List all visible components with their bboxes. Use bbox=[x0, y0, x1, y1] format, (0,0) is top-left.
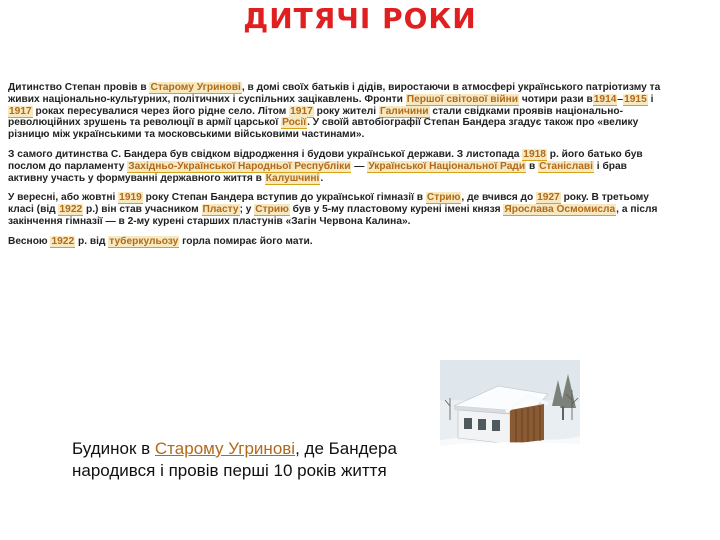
link-plast[interactable]: Пласту bbox=[202, 204, 239, 216]
link-1922[interactable]: 1922 bbox=[59, 204, 83, 216]
link-1919[interactable]: 1919 bbox=[119, 192, 142, 204]
link-1915[interactable]: 1915 bbox=[624, 93, 647, 105]
link-national-council[interactable]: Української Національної Ради bbox=[368, 160, 526, 172]
link-zunr[interactable]: Західньо-Української Народньої Республіки bbox=[128, 160, 351, 172]
page-title: ДИТЯЧІ РОКИ bbox=[243, 2, 477, 35]
link-staryi-uhryniv[interactable]: Старому Угринові bbox=[150, 82, 241, 93]
paragraph-state: З самого дитинства С. Бандера був свідком відродження і будови української держави. З листопада 1918 р. його батько був послом до парламенту Західньо-Української Народньої Республіки — Української Національної Ради в Станіславі і брав активну участь у формуванні державного життя в Калушчині. bbox=[8, 148, 643, 184]
link-kalushchyna[interactable]: Калушчині bbox=[265, 172, 320, 184]
link-stanislaviv[interactable]: Станіславі bbox=[539, 160, 593, 172]
paragraph-gymnasium: У вересні, або жовтні 1919 року Степан Бандера вступив до української гімназії в Стрию, де вчився до 1927 року. В третьому класі (від 1922 р.) він став учасником Пласту; у Стрию був у 5-му пластовому курені імені князя Ярослава Осмомисла, а після закінчення гімназії — в 2-му курені старших пластунів «Загін Червона Калина». bbox=[8, 192, 658, 227]
link-1927[interactable]: 1927 bbox=[537, 192, 560, 204]
photo-caption: Будинок в Старому Угринові, де Бандера народився і провів перші 10 років життя bbox=[72, 439, 397, 480]
link-1918[interactable]: 1918 bbox=[523, 148, 546, 160]
link-stryi-2[interactable]: Стрию bbox=[255, 204, 289, 216]
link-first-world-war[interactable]: Першої світової війни bbox=[406, 93, 519, 105]
link-1914[interactable]: 1914 bbox=[593, 93, 617, 105]
link-halychyna[interactable]: Галичини bbox=[379, 105, 429, 117]
paragraph-mother: Весною 1922 р. від туберкульозу горла помирає його мати. bbox=[8, 235, 313, 247]
link-1917[interactable]: 1917 bbox=[9, 105, 32, 117]
main-text bbox=[8, 82, 668, 256]
link-1917-summer[interactable]: 1917 bbox=[290, 105, 313, 117]
link-tuberculosis[interactable]: туберкульозу bbox=[109, 235, 179, 247]
link-1922-spring[interactable]: 1922 bbox=[51, 235, 75, 247]
caption-link-staryi-uhryniv[interactable]: Старому Угринові bbox=[154, 439, 296, 458]
house-in-snow-photo bbox=[440, 360, 580, 470]
paragraph-childhood: Дитинство Степан провів в Старому Угринові, в домі своїх батьків і дідів, виростаючи в атмосфері українського патріотизму та живих національно-культурних, політичних і суспільних зацікавлень. Фронти Першої світової війни чотири рази в1914–1915 і 1917 роках пересувалися через його рідне село. Літом 1917 року жителі Галичини стали свідками проявів національно-революційних зрушень та революції в армії царської Росії. У своїй автобіографії Степан Бандера згадує також про «велику різницю між українськими та московськими військовими частинами». bbox=[8, 82, 661, 141]
link-russia[interactable]: Росії bbox=[282, 117, 307, 129]
link-yaroslav-osmomysl[interactable]: Ярослава Осмомисла bbox=[504, 204, 616, 216]
link-stryi[interactable]: Стрию bbox=[426, 192, 461, 204]
